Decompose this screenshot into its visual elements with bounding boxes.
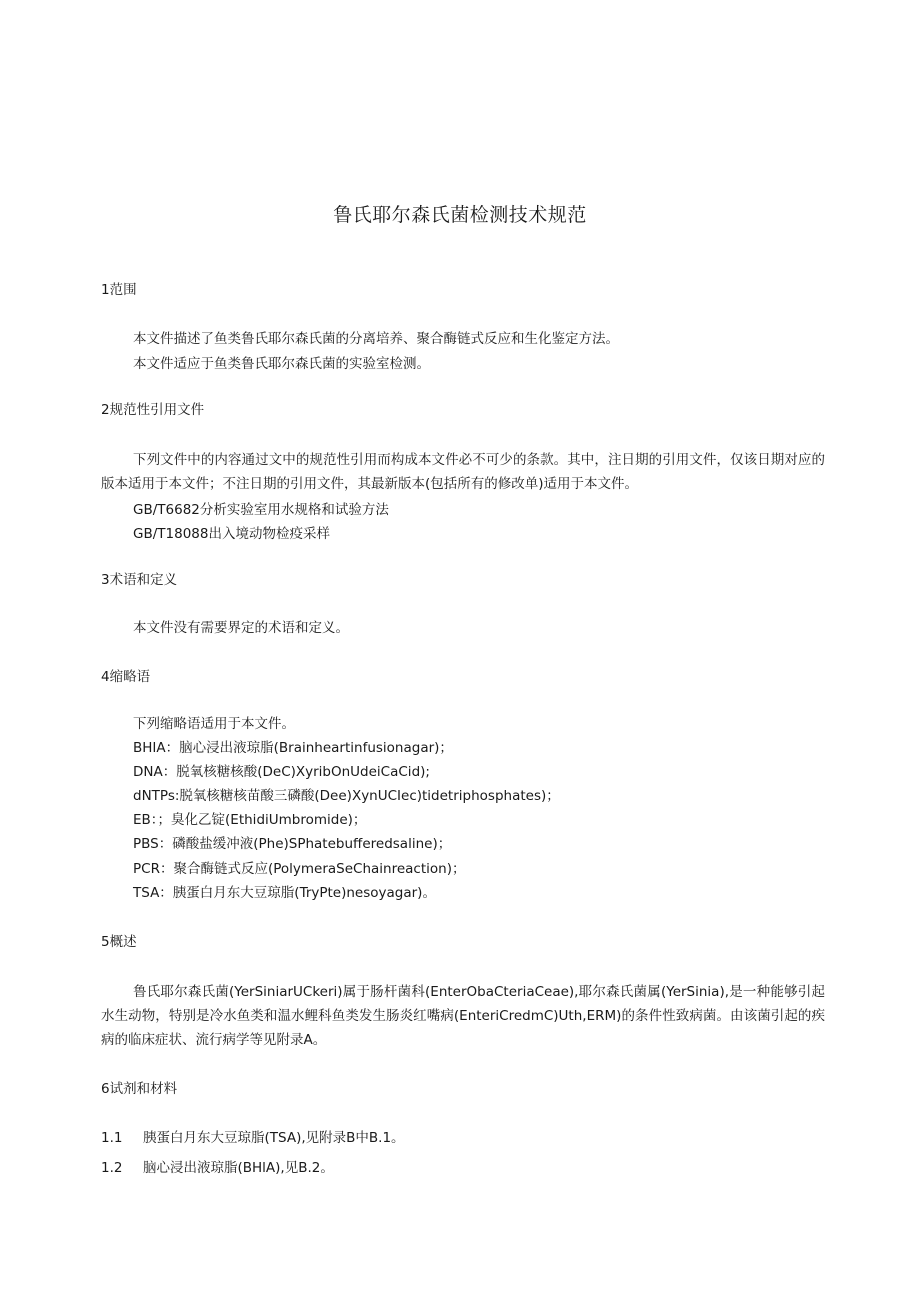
abbreviation-item: PCR：聚合酶链式反应(PolymeraSeChainreaction)； — [133, 861, 466, 877]
section-heading-terms: 3术语和定义 — [101, 572, 178, 588]
abbreviation-item: TSA：胰蛋白月东大豆琼脂(TryPte)nesoyagar)。 — [133, 885, 436, 901]
abbreviation-item: EB：；臭化乙锭(EthidiUmbromide)； — [133, 812, 367, 828]
abbreviation-item: dNTPs:脱氧核糖核苗酸三磷酸(Dee)XynUCIec)tidetriphosphates)； — [133, 788, 560, 804]
document-title: 鲁氏耶尔森氏菌检测技术规范 — [333, 204, 587, 226]
reference-item: GB/T18088出入境动物检疫采样 — [133, 526, 330, 542]
clause-number: 1.2 — [101, 1160, 123, 1176]
clause-item — [101, 1159, 334, 1177]
clause-number: 1.1 — [101, 1130, 123, 1146]
paragraph: 本文件描述了鱼类鲁氏耶尔森氏菌的分离培养、聚合酶链式反应和生化鉴定方法。 — [133, 331, 619, 347]
section-heading-abbreviations: 4缩略语 — [101, 669, 151, 685]
paragraph: 本文件适应于鱼类鲁氏耶尔森氏菌的实验室检测。 — [133, 356, 430, 372]
section-heading-scope: 1范围 — [101, 282, 137, 298]
abbreviation-item: BHIA：脑心浸出液琼脂(Brainheartinfusionagar)； — [133, 740, 453, 756]
section-heading-reagents: 6试剂和材料 — [101, 1081, 178, 1097]
clause-text: 胰蛋白月东大豆琼脂(TSA),见附录B中B.1。 — [143, 1130, 405, 1146]
clause-text: 脑心浸出液琼脂(BHlA),见B.2。 — [143, 1160, 334, 1176]
abbreviation-item: PBS：磷酸盐缓冲液(Phe)SPhatebufferedsaline)； — [133, 836, 452, 852]
paragraph: 下列缩略语适用于本文件。 — [133, 716, 295, 732]
reference-item: GB/T6682分析实验室用水规格和试验方法 — [133, 502, 389, 518]
section-heading-normative-references: 2规范性引用文件 — [101, 402, 205, 418]
abbreviation-item: DNA：脱氧核糖核酸(DeC)XyribOnUdeiCaCid); — [133, 764, 430, 780]
paragraph: 下列文件中的内容通过文中的规范性引用而构成本文件必不可少的条款。其中，注日期的引用文件，仅该日期对应的版本适用于本文件；不注日期的引用文件，其最新版本(包括所有的修改单)适用于本文件。 — [101, 452, 825, 492]
paragraph: 本文件没有需要界定的术语和定义。 — [133, 620, 349, 636]
paragraph: 鲁氏耶尔森氏菌(YerSiniarUCkeri)属于肠杆菌科(EnterObaCteriaCeae),耶尔森氏菌属(YerSinia),是一种能够引起水生动物，特别是冷水鱼类和温水鲤科鱼类发生肠炎红嘴病(EnteriCredmC)Uth,ERM)的条件性致病菌。由该菌引起的疾病的临床症状、流行病学等见附录A。 — [101, 984, 825, 1048]
clause-item — [101, 1129, 405, 1147]
section-heading-overview: 5概述 — [101, 934, 137, 950]
